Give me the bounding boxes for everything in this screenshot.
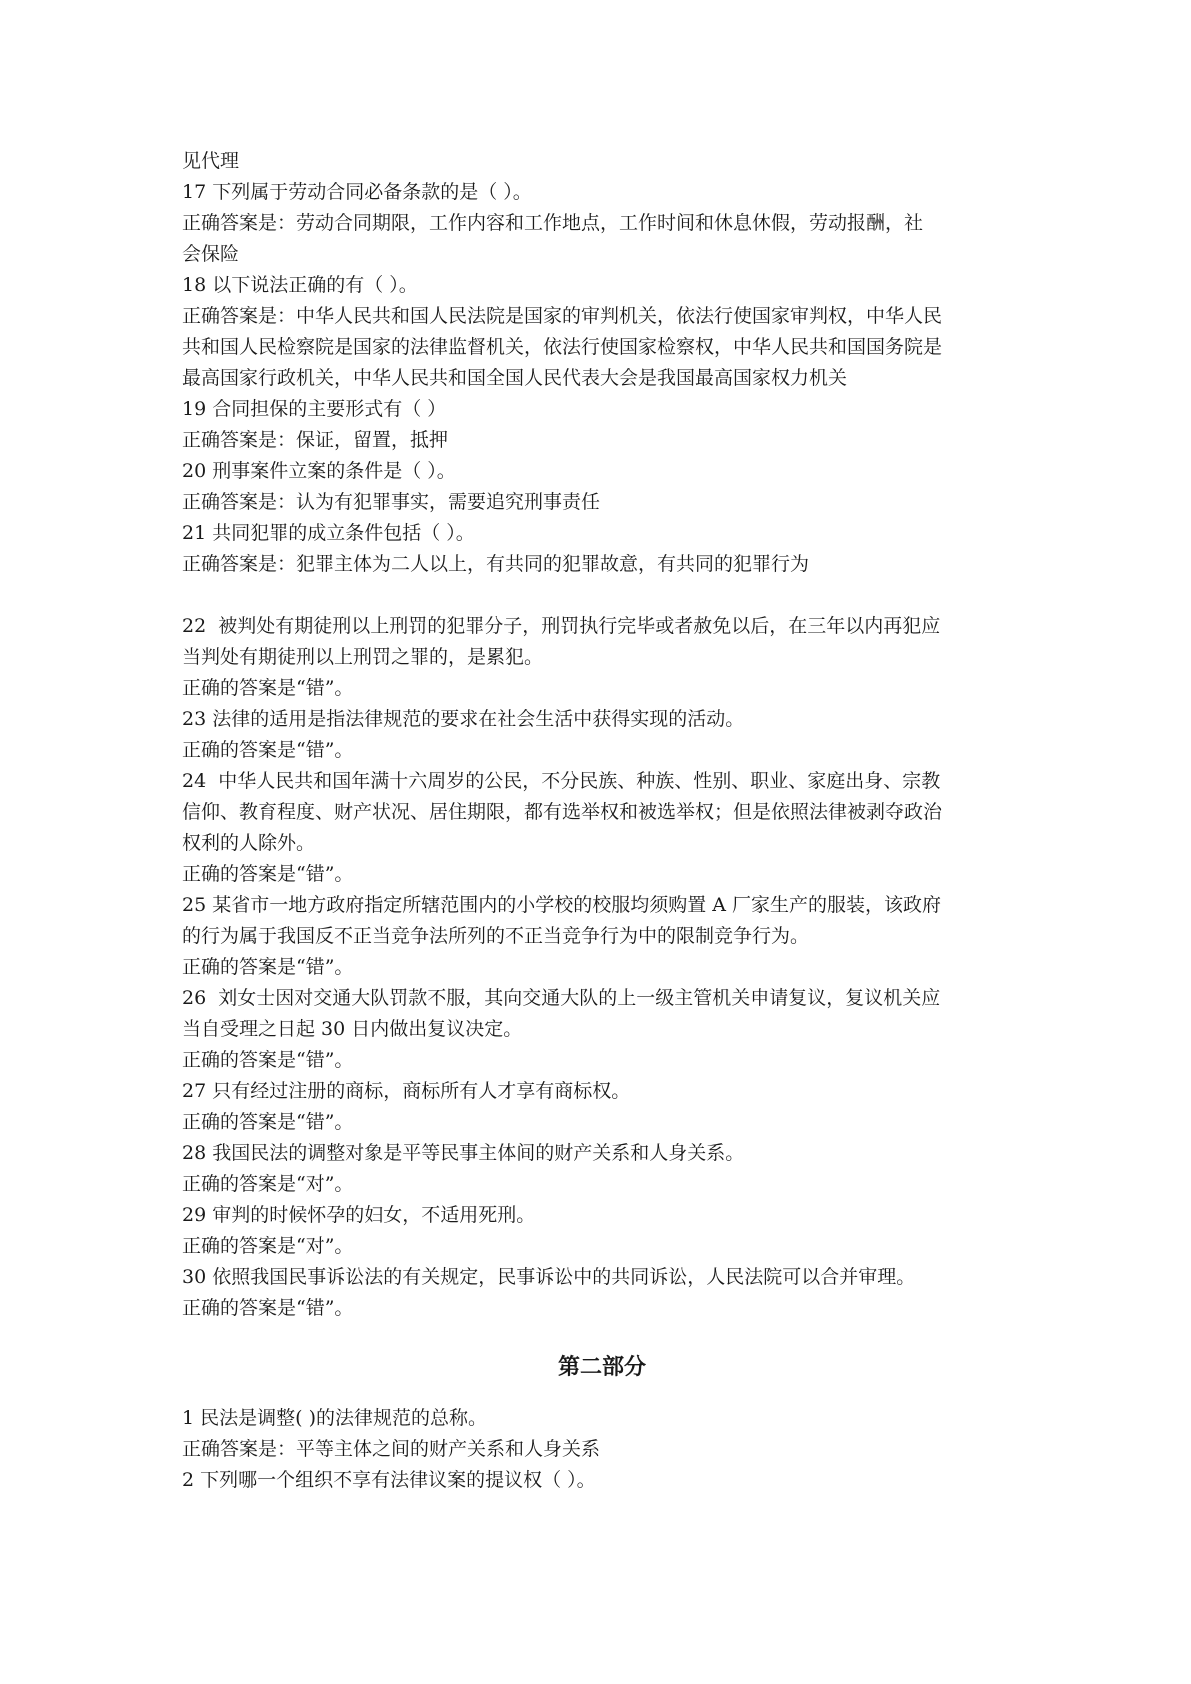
intro-tail-text: 见代理	[182, 150, 240, 172]
question-text: 17 下列属于劳动合同必备条款的是（ ）。	[182, 181, 532, 203]
question-text: 22 被判处有期徒刑以上刑罚的犯罪分子，刑罚执行完毕或者赦免以后，在三年以内再犯应	[182, 615, 941, 637]
question-text: 30 依照我国民事诉讼法的有关规定，民事诉讼中的共同诉讼，人民法院可以合并审理。	[182, 1266, 916, 1288]
question-18	[182, 270, 1022, 394]
part1-judgement-list	[182, 611, 1022, 1324]
question-text: 2 下列哪一个组织不享有法律议案的提议权（ ）。	[182, 1469, 596, 1491]
question-text: 当自受理之日起 30 日内做出复议决定。	[182, 1018, 523, 1040]
paragraph-gap	[182, 580, 1022, 611]
question-30	[182, 1262, 1022, 1324]
question-24	[182, 766, 1022, 890]
question-text: 24 中华人民共和国年满十六周岁的公民，不分民族、种族、性别、职业、家庭出身、宗教	[182, 770, 941, 792]
answer-text: 最高国家行政机关，中华人民共和国全国人民代表大会是我国最高国家权力机关	[182, 367, 848, 389]
answer-text: 正确答案是：平等主体之间的财产关系和人身关系	[182, 1438, 601, 1460]
question-text: 26 刘女士因对交通大队罚款不服，其向交通大队的上一级主管机关申请复议，复议机关应	[182, 987, 941, 1009]
answer-text: 正确的答案是“错”。	[182, 1111, 354, 1133]
answer-text: 正确答案是：劳动合同期限，工作内容和工作地点，工作时间和休息休假，劳动报酬，社	[182, 212, 924, 234]
question-text: 信仰、教育程度、财产状况、居住期限，都有选举权和被选举权；但是依照法律被剥夺政治	[182, 801, 943, 823]
question-28	[182, 1138, 1022, 1200]
question-text: 23 法律的适用是指法律规范的要求在社会生活中获得实现的活动。	[182, 708, 745, 730]
question-29	[182, 1200, 1022, 1262]
answer-text: 正确的答案是“对”。	[182, 1173, 354, 1195]
question-text: 20 刑事案件立案的条件是（ ）。	[182, 460, 456, 482]
question-22	[182, 611, 1022, 704]
question-text: 28 我国民法的调整对象是平等民事主体间的财产关系和人身关系。	[182, 1142, 745, 1164]
question-text: 的行为属于我国反不正当竞争法所列的不正当竞争行为中的限制竞争行为。	[182, 925, 810, 947]
question-text: 18 以下说法正确的有（ ）。	[182, 274, 418, 296]
answer-text: 正确答案是：保证，留置，抵押	[182, 429, 449, 451]
answer-text: 正确答案是：中华人民共和国人民法院是国家的审判机关，依法行使国家审判权，中华人民	[182, 305, 943, 327]
answer-text: 共和国人民检察院是国家的法律监督机关，依法行使国家检察权，中华人民共和国国务院是	[182, 336, 943, 358]
question-text: 29 审判的时候怀孕的妇女，不适用死刑。	[182, 1204, 536, 1226]
question-27	[182, 1076, 1022, 1138]
answer-text: 正确的答案是“对”。	[182, 1235, 354, 1257]
question-17	[182, 177, 1022, 270]
question-19	[182, 394, 1022, 456]
answer-text: 正确的答案是“错”。	[182, 956, 354, 978]
answer-text: 正确的答案是“错”。	[182, 677, 354, 699]
answer-text: 会保险	[182, 243, 240, 265]
question-20	[182, 456, 1022, 518]
answer-text: 正确的答案是“错”。	[182, 1297, 354, 1319]
question-26	[182, 983, 1022, 1076]
answer-text: 正确的答案是“错”。	[182, 1049, 354, 1071]
question-25	[182, 890, 1022, 983]
part1-choice-list	[182, 177, 1022, 580]
question-text: 1 民法是调整( )的法律规范的总称。	[182, 1407, 487, 1429]
answer-text: 正确答案是：认为有犯罪事实，需要追究刑事责任	[182, 491, 601, 513]
section-title: 第二部分	[557, 1355, 646, 1380]
answer-text: 正确的答案是“错”。	[182, 863, 354, 885]
question-text: 当判处有期徒刑以上刑罚之罪的，是累犯。	[182, 646, 544, 668]
part2-list	[182, 1403, 1022, 1496]
question-21	[182, 518, 1022, 580]
question-text: 19 合同担保的主要形式有（ ）	[182, 398, 447, 420]
question-23	[182, 704, 1022, 766]
question-text: 21 共同犯罪的成立条件包括（ ）。	[182, 522, 475, 544]
question-text: 权利的人除外。	[182, 832, 316, 854]
question-text: 25 某省市一地方政府指定所辖范围内的小学校的校服均须购置 A 厂家生产的服装，该政府	[182, 894, 942, 916]
answer-text: 正确的答案是“错”。	[182, 739, 354, 761]
answer-text: 正确答案是：犯罪主体为二人以上，有共同的犯罪故意，有共同的犯罪行为	[182, 553, 810, 575]
question-text: 27 只有经过注册的商标，商标所有人才享有商标权。	[182, 1080, 631, 1102]
document-page	[182, 146, 1022, 1496]
